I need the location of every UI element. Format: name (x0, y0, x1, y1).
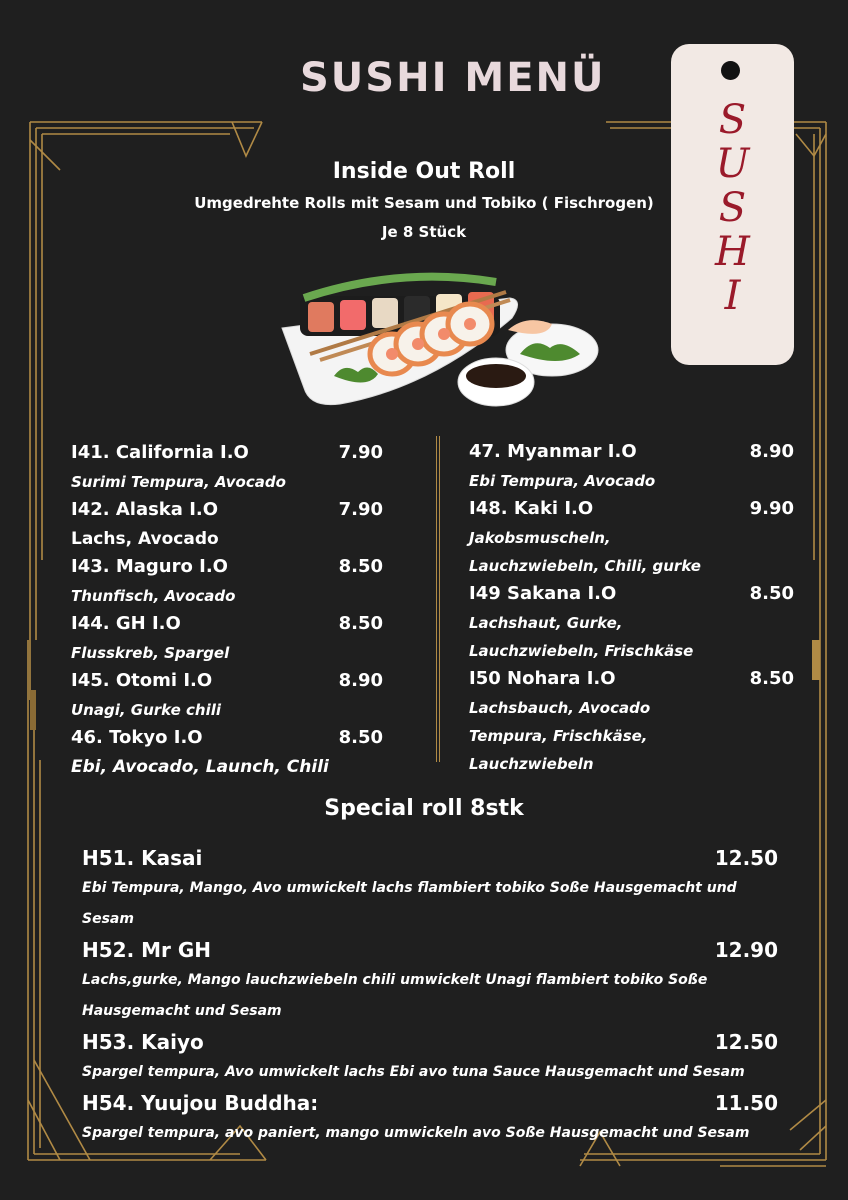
item-price: 8.50 (338, 556, 383, 577)
item-name: H54. Yuujou Buddha: (82, 1091, 319, 1115)
item-desc: Unagi, Gurke chili (71, 701, 221, 719)
tag-letter: I (724, 273, 741, 319)
menu-item (469, 495, 794, 580)
item-desc: Thunfisch, Avocado (71, 587, 236, 605)
item-price: 7.90 (338, 442, 383, 463)
item-name: I42. Alaska I.O (71, 499, 219, 520)
tag-letter: H (715, 229, 750, 275)
menu-item (82, 935, 778, 1027)
section-subtitle: Umgedrehte Rolls mit Sesam und Tobiko ( Fischrogen) (194, 194, 654, 212)
item-desc: Ebi Tempura, Avocado (469, 472, 656, 490)
tag-letter: S (718, 185, 747, 231)
item-desc: Surimi Tempura, Avocado (71, 473, 286, 491)
item-desc: Ebi, Avocado, Launch, Chili (71, 757, 329, 777)
column-divider (436, 436, 440, 762)
item-price: 8.50 (338, 727, 383, 748)
item-price: 9.90 (749, 498, 794, 519)
item-price: 8.50 (338, 613, 383, 634)
item-name: I41. California I.O (71, 442, 249, 463)
item-name: H51. Kasai (82, 846, 203, 870)
item-desc: Spargel tempura, avo paniert, mango umwickeln avo Soße Hausgemacht und Sesam (82, 1125, 750, 1141)
item-price: 8.50 (749, 668, 794, 689)
menu-item (71, 439, 383, 496)
inside-out-right-column (469, 438, 794, 778)
special-rolls (82, 843, 778, 1149)
item-name: H52. Mr GH (82, 938, 212, 962)
item-desc: Ebi Tempura, Mango, Avo umwickelt lachs flambiert tobiko Soße Hausgemacht und Sesam (82, 880, 737, 927)
inside-out-header (0, 158, 848, 246)
section-title: Special roll 8stk (324, 796, 524, 821)
menu-item (82, 1027, 778, 1088)
tag-letter: S (718, 97, 747, 143)
menu-item (469, 580, 794, 665)
tag-hole (721, 61, 740, 80)
item-price: 8.50 (749, 583, 794, 604)
item-name: 47. Myanmar I.O (469, 441, 637, 462)
menu-item (469, 665, 794, 778)
item-name: I49 Sakana I.O (469, 583, 617, 604)
item-desc: Lachs, Avocado (71, 529, 219, 549)
menu-item (82, 1088, 778, 1149)
tag-letter: U (715, 141, 750, 187)
menu-item (71, 496, 383, 553)
item-desc: Lachs,gurke, Mango lauchzwiebeln chili umwickelt Unagi flambiert tobiko Soße Hausgemacht und Sesam (82, 972, 708, 1019)
page-title: SUSHI MENÜ (300, 55, 606, 101)
item-name: I44. GH I.O (71, 613, 181, 634)
inside-out-left-column (71, 439, 383, 781)
item-desc: Flusskreb, Spargel (71, 644, 230, 662)
item-name: H53. Kaiyo (82, 1030, 204, 1054)
menu-item (469, 438, 794, 495)
item-desc: Lachsbauch, Avocado Tempura, Frischkäse, Lauchzwiebeln (469, 699, 651, 773)
item-price: 7.90 (338, 499, 383, 520)
section-note: Je 8 Stück (381, 223, 467, 241)
item-name: I43. Maguro I.O (71, 556, 228, 577)
menu-item (71, 553, 383, 610)
item-price: 12.50 (714, 846, 778, 870)
item-price: 11.50 (714, 1091, 778, 1115)
item-price: 12.50 (714, 1030, 778, 1054)
menu-item (71, 610, 383, 667)
item-desc: Spargel tempura, Avo umwickelt lachs Ebi avo tuna Sauce Hausgemacht und Sesam (82, 1064, 745, 1080)
item-name: I48. Kaki I.O (469, 498, 594, 519)
item-name: I45. Otomi I.O (71, 670, 213, 691)
sushi-image (280, 258, 600, 410)
item-price: 12.90 (714, 938, 778, 962)
item-price: 8.90 (749, 441, 794, 462)
menu-item (71, 724, 383, 781)
section-title: Inside Out Roll (332, 159, 516, 184)
item-name: I50 Nohara I.O (469, 668, 616, 689)
item-price: 8.90 (338, 670, 383, 691)
menu-item (71, 667, 383, 724)
item-name: 46. Tokyo I.O (71, 727, 203, 748)
item-desc: Lachshaut, Gurke, Lauchzwiebeln, Frischkäse (469, 614, 694, 660)
special-header (0, 794, 848, 824)
menu-item (82, 843, 778, 935)
item-desc: Jakobsmuscheln, Lauchzwiebeln, Chili, gurke (469, 529, 701, 575)
